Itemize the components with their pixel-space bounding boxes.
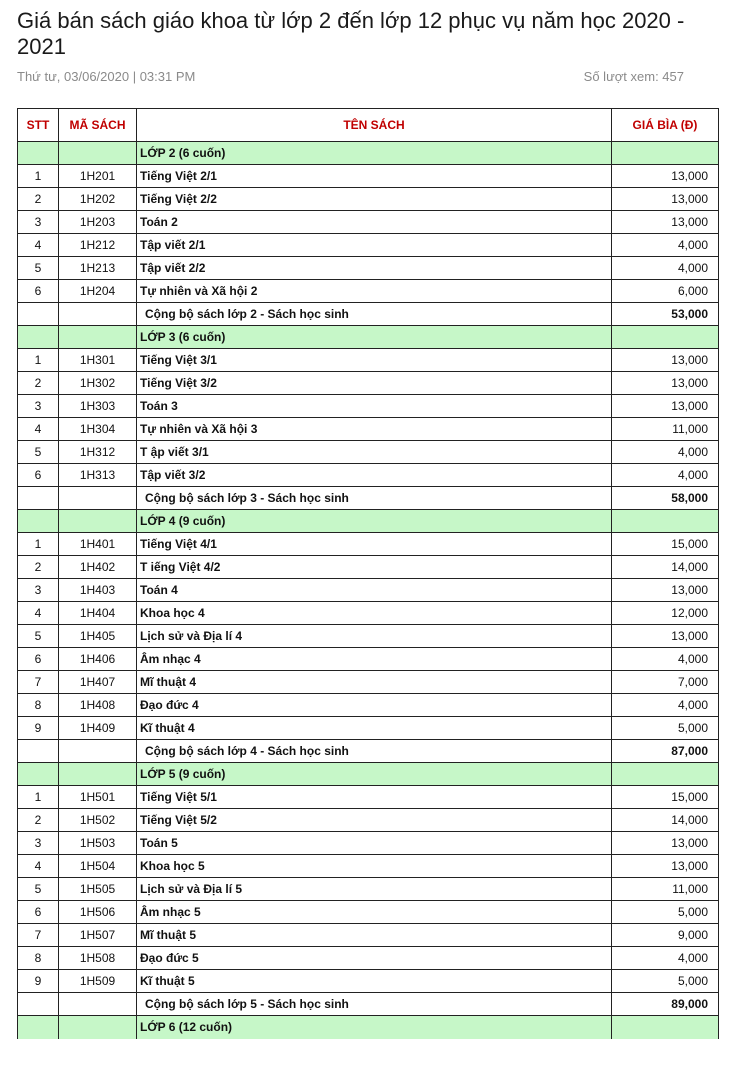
cell-book-name: Mĩ thuật 5 — [137, 924, 612, 947]
cell-book-name: Toán 2 — [137, 211, 612, 234]
cell-code: 1H402 — [59, 556, 137, 579]
subtotal-label: Cộng bộ sách lớp 5 - Sách học sinh — [137, 993, 612, 1016]
cell-price: 4,000 — [612, 464, 719, 487]
cell-price: 4,000 — [612, 257, 719, 280]
cell-book-name: Tự nhiên và Xã hội 3 — [137, 418, 612, 441]
cell-book-name: Toán 4 — [137, 579, 612, 602]
cell-code — [59, 487, 137, 510]
cell-code: 1H407 — [59, 671, 137, 694]
table-row — [18, 901, 719, 924]
cell-stt: 4 — [18, 855, 59, 878]
subtotal-price: 53,000 — [612, 303, 719, 326]
table-row — [18, 556, 719, 579]
cell-code — [59, 763, 137, 786]
table-row — [18, 234, 719, 257]
table-row — [18, 441, 719, 464]
cell-price: 13,000 — [612, 579, 719, 602]
grade-header-row — [18, 142, 719, 165]
table-row — [18, 717, 719, 740]
cell-code: 1H506 — [59, 901, 137, 924]
cell-code: 1H203 — [59, 211, 137, 234]
cell-code — [59, 303, 137, 326]
subtotal-label: Cộng bộ sách lớp 2 - Sách học sinh — [137, 303, 612, 326]
table-row — [18, 464, 719, 487]
cell-stt: 6 — [18, 280, 59, 303]
subtotal-row — [18, 993, 719, 1016]
subtotal-row — [18, 303, 719, 326]
table-row — [18, 878, 719, 901]
cell-price: 13,000 — [612, 372, 719, 395]
subtotal-price: 89,000 — [612, 993, 719, 1016]
cell-code: 1H212 — [59, 234, 137, 257]
cell-code: 1H508 — [59, 947, 137, 970]
grade-label: LỚP 2 (6 cuốn) — [137, 142, 612, 165]
table-header-row — [18, 109, 719, 142]
cell-code: 1H503 — [59, 832, 137, 855]
cell-stt: 3 — [18, 832, 59, 855]
table-row — [18, 602, 719, 625]
subtotal-label: Cộng bộ sách lớp 3 - Sách học sinh — [137, 487, 612, 510]
cell-code: 1H504 — [59, 855, 137, 878]
cell-stt: 4 — [18, 602, 59, 625]
textbook-price-table — [17, 108, 719, 1039]
cell-price: 4,000 — [612, 234, 719, 257]
cell-price — [612, 142, 719, 165]
cell-book-name: Tiếng Việt 5/2 — [137, 809, 612, 832]
cell-book-name: Mĩ thuật 4 — [137, 671, 612, 694]
table-row — [18, 533, 719, 556]
cell-code: 1H303 — [59, 395, 137, 418]
cell-code: 1H304 — [59, 418, 137, 441]
cell-price: 15,000 — [612, 786, 719, 809]
table-row — [18, 809, 719, 832]
table-row — [18, 832, 719, 855]
cell-code: 1H401 — [59, 533, 137, 556]
table-row — [18, 372, 719, 395]
cell-book-name: Toán 3 — [137, 395, 612, 418]
subtotal-price: 87,000 — [612, 740, 719, 763]
cell-price: 9,000 — [612, 924, 719, 947]
cell-stt — [18, 763, 59, 786]
cell-stt: 5 — [18, 625, 59, 648]
article-meta — [17, 69, 684, 84]
cell-code: 1H204 — [59, 280, 137, 303]
cell-book-name: Toán 5 — [137, 832, 612, 855]
cell-stt — [18, 303, 59, 326]
cell-book-name: Đạo đức 4 — [137, 694, 612, 717]
cell-code: 1H409 — [59, 717, 137, 740]
cell-book-name: Lịch sử và Địa lí 5 — [137, 878, 612, 901]
cell-book-name: Tiếng Việt 5/1 — [137, 786, 612, 809]
cell-stt: 1 — [18, 533, 59, 556]
cell-stt — [18, 740, 59, 763]
cell-stt: 5 — [18, 878, 59, 901]
cell-price: 15,000 — [612, 533, 719, 556]
table-row — [18, 924, 719, 947]
cell-code: 1H313 — [59, 464, 137, 487]
table-row — [18, 211, 719, 234]
table-row — [18, 855, 719, 878]
cell-book-name: Tập viết 2/1 — [137, 234, 612, 257]
cell-code: 1H406 — [59, 648, 137, 671]
cell-stt: 2 — [18, 556, 59, 579]
table-row — [18, 671, 719, 694]
header-name: TÊN SÁCH — [137, 109, 612, 142]
grade-label: LỚP 5 (9 cuốn) — [137, 763, 612, 786]
cell-price: 13,000 — [612, 165, 719, 188]
cell-code: 1H505 — [59, 878, 137, 901]
table-row — [18, 280, 719, 303]
grade-label: LỚP 6 (12 cuốn) — [137, 1016, 612, 1039]
cell-stt: 7 — [18, 671, 59, 694]
cell-price — [612, 763, 719, 786]
cell-stt: 8 — [18, 947, 59, 970]
cell-stt — [18, 993, 59, 1016]
cell-code — [59, 510, 137, 533]
cell-price: 13,000 — [612, 395, 719, 418]
cell-price: 13,000 — [612, 832, 719, 855]
subtotal-price: 58,000 — [612, 487, 719, 510]
cell-stt: 6 — [18, 901, 59, 924]
cell-price: 11,000 — [612, 878, 719, 901]
cell-price: 13,000 — [612, 188, 719, 211]
cell-book-name: Tự nhiên và Xã hội 2 — [137, 280, 612, 303]
publish-date: Thứ tư, 03/06/2020 | 03:31 PM — [17, 69, 196, 84]
table-row — [18, 970, 719, 993]
cell-book-name: Lịch sử và Địa lí 4 — [137, 625, 612, 648]
cell-code — [59, 993, 137, 1016]
cell-price: 13,000 — [612, 349, 719, 372]
subtotal-row — [18, 487, 719, 510]
cell-book-name: Âm nhạc 4 — [137, 648, 612, 671]
cell-book-name: Khoa học 5 — [137, 855, 612, 878]
cell-stt: 2 — [18, 188, 59, 211]
article-title: Giá bán sách giáo khoa từ lớp 2 đến lớp 12 phục vụ năm học 2020 - 2021 — [17, 8, 685, 59]
cell-price: 13,000 — [612, 855, 719, 878]
grade-header-row — [18, 326, 719, 349]
table-row — [18, 257, 719, 280]
cell-book-name: Kĩ thuật 5 — [137, 970, 612, 993]
table-row — [18, 418, 719, 441]
cell-stt: 2 — [18, 372, 59, 395]
cell-book-name: Tiếng Việt 3/2 — [137, 372, 612, 395]
cell-stt — [18, 326, 59, 349]
table-row — [18, 786, 719, 809]
cell-book-name: Khoa học 4 — [137, 602, 612, 625]
cell-stt: 6 — [18, 648, 59, 671]
cell-price: 4,000 — [612, 694, 719, 717]
cell-price — [612, 510, 719, 533]
grade-header-row — [18, 763, 719, 786]
header-code: MÃ SÁCH — [59, 109, 137, 142]
cell-stt — [18, 1016, 59, 1039]
cell-price: 4,000 — [612, 947, 719, 970]
cell-price — [612, 1016, 719, 1039]
cell-book-name: Tiếng Việt 3/1 — [137, 349, 612, 372]
cell-price: 5,000 — [612, 970, 719, 993]
table-row — [18, 395, 719, 418]
cell-code: 1H403 — [59, 579, 137, 602]
cell-code: 1H405 — [59, 625, 137, 648]
cell-price: 4,000 — [612, 648, 719, 671]
cell-stt — [18, 487, 59, 510]
table-row — [18, 625, 719, 648]
cell-code: 1H201 — [59, 165, 137, 188]
table-row — [18, 188, 719, 211]
cell-book-name: Tập viết 2/2 — [137, 257, 612, 280]
cell-code — [59, 326, 137, 349]
cell-price — [612, 326, 719, 349]
cell-price: 14,000 — [612, 809, 719, 832]
cell-stt: 7 — [18, 924, 59, 947]
cell-stt: 1 — [18, 786, 59, 809]
cell-stt: 5 — [18, 441, 59, 464]
cell-book-name: Kĩ thuật 4 — [137, 717, 612, 740]
cell-stt: 5 — [18, 257, 59, 280]
cell-code: 1H213 — [59, 257, 137, 280]
grade-header-row — [18, 510, 719, 533]
subtotal-label: Cộng bộ sách lớp 4 - Sách học sinh — [137, 740, 612, 763]
grade-header-row — [18, 1016, 719, 1039]
cell-book-name: Âm nhạc 5 — [137, 901, 612, 924]
cell-code: 1H501 — [59, 786, 137, 809]
cell-stt: 1 — [18, 349, 59, 372]
cell-stt: 3 — [18, 395, 59, 418]
cell-stt — [18, 510, 59, 533]
cell-price: 6,000 — [612, 280, 719, 303]
cell-price: 4,000 — [612, 441, 719, 464]
cell-code: 1H301 — [59, 349, 137, 372]
cell-price: 5,000 — [612, 717, 719, 740]
cell-book-name: Tiếng Việt 2/1 — [137, 165, 612, 188]
cell-code — [59, 1016, 137, 1039]
cell-stt: 3 — [18, 211, 59, 234]
cell-price: 11,000 — [612, 418, 719, 441]
header-price: GIÁ BÌA (Đ) — [612, 109, 719, 142]
cell-stt: 8 — [18, 694, 59, 717]
cell-stt: 2 — [18, 809, 59, 832]
cell-code: 1H302 — [59, 372, 137, 395]
cell-stt: 9 — [18, 717, 59, 740]
table-row — [18, 165, 719, 188]
cell-stt — [18, 142, 59, 165]
header-stt: STT — [18, 109, 59, 142]
subtotal-row — [18, 740, 719, 763]
cell-code: 1H408 — [59, 694, 137, 717]
cell-price: 13,000 — [612, 625, 719, 648]
cell-price: 7,000 — [612, 671, 719, 694]
table-row — [18, 349, 719, 372]
cell-book-name: T ập viết 3/1 — [137, 441, 612, 464]
cell-stt: 4 — [18, 234, 59, 257]
cell-price: 14,000 — [612, 556, 719, 579]
cell-book-name: Tiếng Việt 2/2 — [137, 188, 612, 211]
grade-label: LỚP 4 (9 cuốn) — [137, 510, 612, 533]
cell-book-name: Tiếng Việt 4/1 — [137, 533, 612, 556]
cell-code: 1H502 — [59, 809, 137, 832]
cell-code — [59, 740, 137, 763]
table-row — [18, 947, 719, 970]
cell-stt: 9 — [18, 970, 59, 993]
cell-price: 13,000 — [612, 211, 719, 234]
cell-stt: 3 — [18, 579, 59, 602]
table-row — [18, 694, 719, 717]
cell-book-name: Tập viết 3/2 — [137, 464, 612, 487]
view-count: Số lượt xem: 457 — [583, 69, 684, 84]
cell-book-name: Đạo đức 5 — [137, 947, 612, 970]
grade-label: LỚP 3 (6 cuốn) — [137, 326, 612, 349]
cell-stt: 4 — [18, 418, 59, 441]
cell-code: 1H509 — [59, 970, 137, 993]
table-row — [18, 648, 719, 671]
cell-stt: 1 — [18, 165, 59, 188]
cell-code — [59, 142, 137, 165]
cell-code: 1H202 — [59, 188, 137, 211]
cell-book-name: T iếng Việt 4/2 — [137, 556, 612, 579]
cell-code: 1H404 — [59, 602, 137, 625]
cell-stt: 6 — [18, 464, 59, 487]
cell-price: 5,000 — [612, 901, 719, 924]
cell-price: 12,000 — [612, 602, 719, 625]
cell-code: 1H507 — [59, 924, 137, 947]
table-row — [18, 579, 719, 602]
cell-code: 1H312 — [59, 441, 137, 464]
